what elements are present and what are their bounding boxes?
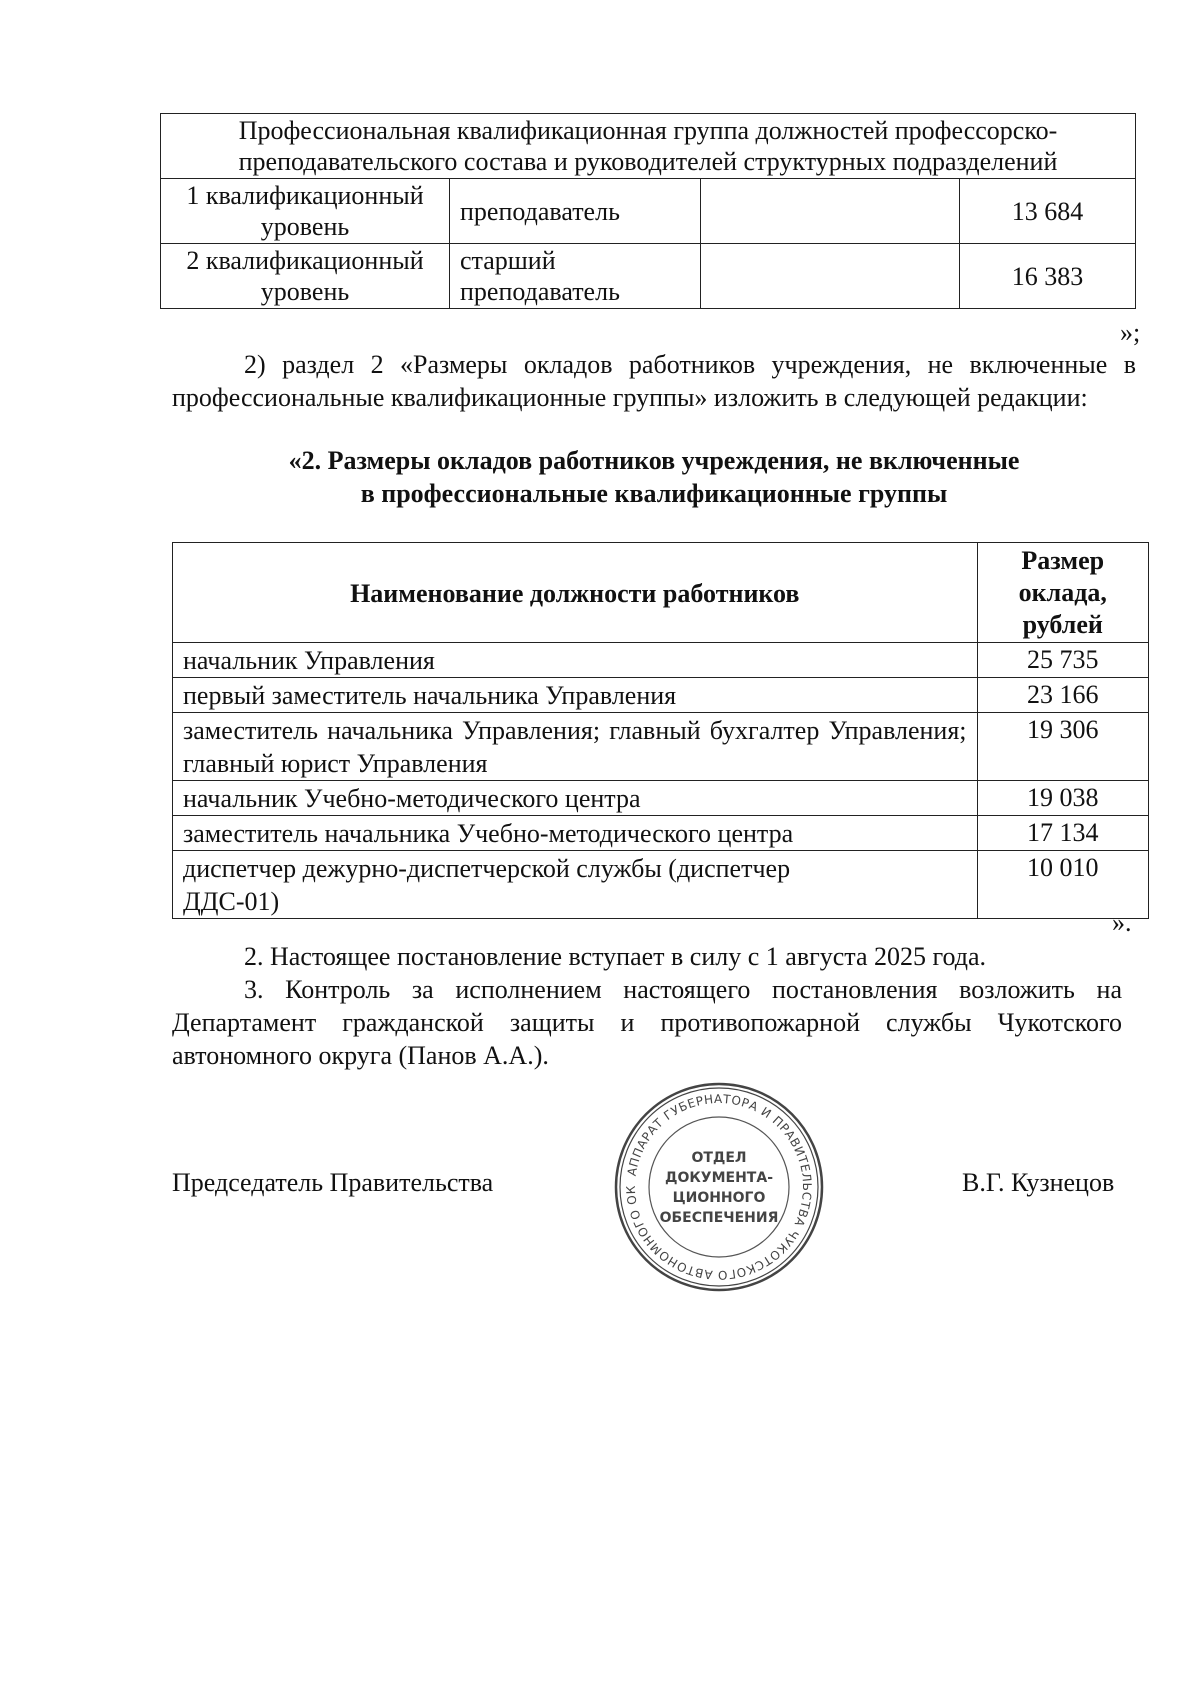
stamp-line-4: ОБЕСПЕЧЕНИЯ bbox=[659, 1210, 779, 1226]
salary-value: 17 134 bbox=[977, 816, 1148, 851]
position-name: первый заместитель начальника Управления bbox=[173, 678, 978, 713]
amendment-paragraph bbox=[172, 348, 1136, 414]
point-3-text: 3. Контроль за исполнением настоящего постановления возложить на Департамент гражданской защиты и противопожарной службы Чукотского автономного округа (Панов А.А.). bbox=[172, 975, 1122, 1070]
salary-value: 19 306 bbox=[977, 713, 1148, 781]
table-row bbox=[173, 781, 1149, 816]
column-header-value: Размер оклада, рублей bbox=[977, 543, 1148, 643]
section-title-line2: в профессиональные квалификационные группы bbox=[360, 479, 948, 508]
empty-cell bbox=[701, 179, 960, 244]
signatory-title: Председатель Правительства bbox=[172, 1168, 494, 1197]
position-name: заместитель начальника Учебно-методического центра bbox=[173, 816, 978, 851]
qualification-group-header: Профессиональная квалификационная группа должностей профессорско-преподавательского состава и руководителей структурных подразделений bbox=[161, 114, 1136, 179]
column-header-name: Наименование должности работников bbox=[173, 543, 978, 643]
table-row bbox=[161, 179, 1136, 244]
table-row bbox=[173, 816, 1149, 851]
salary-table bbox=[172, 542, 1149, 919]
stamp-line-3: ЦИОННОГО bbox=[672, 1190, 766, 1206]
position-name: начальник Управления bbox=[173, 643, 978, 678]
table-row bbox=[173, 643, 1149, 678]
salary-value: 10 010 bbox=[977, 851, 1148, 919]
table-row bbox=[161, 244, 1136, 309]
official-stamp bbox=[612, 1080, 826, 1294]
salary-value: 25 735 bbox=[977, 643, 1148, 678]
salary-value: 19 038 bbox=[977, 781, 1148, 816]
level-cell: 2 квалификационный уровень bbox=[161, 244, 450, 309]
position-name: заместитель начальника Управления; главный бухгалтер Управления; главный юрист Управления bbox=[173, 713, 978, 781]
point-2 bbox=[172, 940, 1136, 973]
position-cell: старший преподаватель bbox=[450, 244, 701, 309]
point-2-text: 2. Настоящее постановление вступает в силу с 1 августа 2025 года. bbox=[244, 942, 987, 971]
amendment-text: 2) раздел 2 «Размеры окладов работников учреждения, не включенные в профессиональные квалификационные группы» изложить в следующей редакции: bbox=[172, 350, 1136, 412]
table-row bbox=[173, 851, 1149, 919]
stamp-ring-text: АППАРАТ ГУБЕРНАТОРА И ПРАВИТЕЛЬСТВА ЧУКОТСКОГО АВТОНОМНОГО ОК bbox=[623, 1091, 815, 1283]
empty-cell bbox=[701, 244, 960, 309]
table-row bbox=[173, 713, 1149, 781]
stamp-line-1: ОТДЕЛ bbox=[691, 1150, 747, 1166]
table1-closing-quote: »; bbox=[1120, 318, 1141, 347]
salary-cell: 13 684 bbox=[960, 179, 1136, 244]
position-name: начальник Учебно-методического центра bbox=[173, 781, 978, 816]
position-name: диспетчер дежурно-диспетчерской службы (диспетчер ДДС-01) bbox=[173, 851, 978, 919]
salary-cell: 16 383 bbox=[960, 244, 1136, 309]
section-title-line1: «2. Размеры окладов работников учреждения, не включенные bbox=[288, 446, 1020, 475]
section-title bbox=[172, 444, 1136, 510]
point-3 bbox=[172, 973, 1122, 1072]
table-row bbox=[173, 678, 1149, 713]
stamp-seal-icon bbox=[612, 1080, 826, 1294]
qualification-group-table bbox=[160, 113, 1136, 309]
salary-value: 23 166 bbox=[977, 678, 1148, 713]
stamp-line-2: ДОКУМЕНТА- bbox=[664, 1170, 774, 1186]
level-cell: 1 квалификационный уровень bbox=[161, 179, 450, 244]
position-cell: преподаватель bbox=[450, 179, 701, 244]
table-header-row bbox=[173, 543, 1149, 643]
signatory-name: В.Г. Кузнецов bbox=[962, 1168, 1115, 1197]
table2-closing-quote: ». bbox=[1112, 908, 1132, 937]
